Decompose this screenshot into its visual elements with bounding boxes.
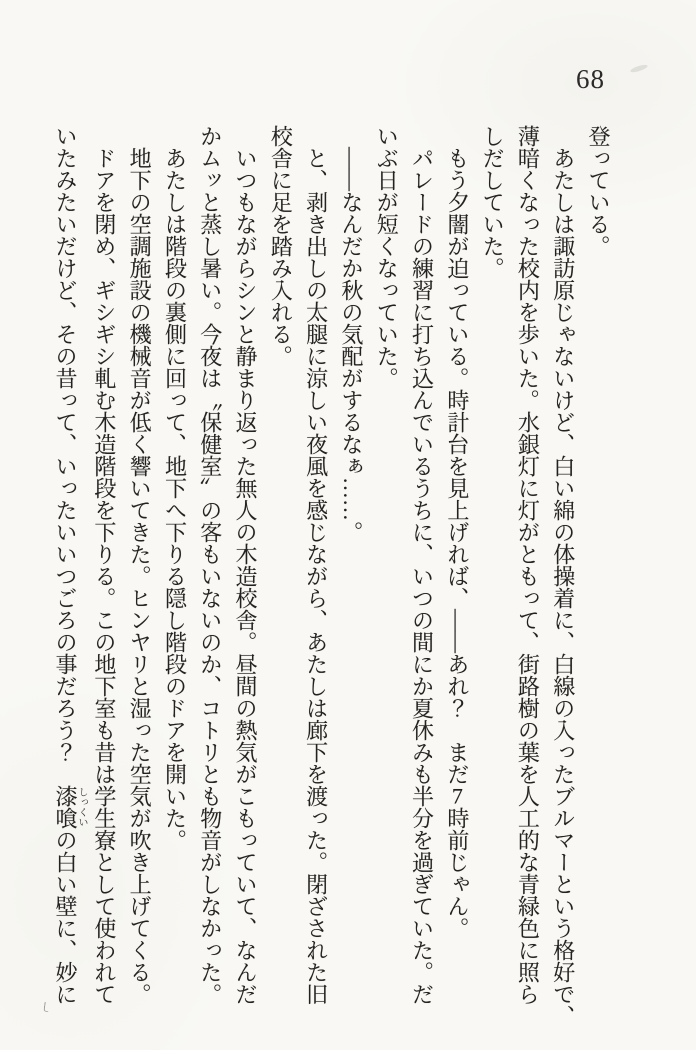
text-line-3: 薄暗くなった校内を歩いた。水銀灯に灯がともって、街路樹の葉を人工的な青緑色に照ら	[515, 125, 541, 1005]
line16-pre: いたみたいだけど、その昔って、いったいいつごろの事だろう？	[53, 125, 79, 785]
text-line-12: かムッと蒸し暑い。今夜は〝保健室〟の客もいないのか、コトリとも物音がしなかった。	[197, 125, 223, 1005]
line5-post: 時前じゃん。	[444, 807, 470, 939]
text-line-4: しだしていた。	[480, 125, 506, 279]
ruby-text: しっくい	[76, 785, 88, 829]
text-line-8: ――なんだか秋の気配がするなぁ……。	[338, 147, 364, 543]
text-line-11: いつもながらシンと静まり返った無人の木造校舎。昼間の熱気がこもっていて、なんだ	[233, 147, 259, 1005]
tatechuyoko-digit: 7	[451, 785, 463, 807]
text-line-13: あたしは階段の裏側に回って、地下へ下りる隠し階段のドアを開いた。	[162, 147, 188, 851]
scan-smudge	[630, 63, 649, 73]
text-line-6: パレードの練習に打ち込んでいるうちに、いつの間にか夏休みも半分を過ぎていた。だ	[409, 147, 435, 1005]
line5-pre: もう夕闇が迫っている。時計台を見上げれば、――あれ？ まだ	[444, 147, 470, 785]
text-line-15: ドアを閉め、ギシギシ軋む木造階段を下りる。この地下室も昔は学生寮として使われて	[91, 147, 117, 1005]
page-number: 68	[576, 64, 605, 94]
text-line-10: 校舎に足を踏み入れる。	[268, 125, 294, 367]
line16-post: の白い壁に、妙に	[53, 829, 79, 1005]
text-line-14: 地下の空調施設の機械音が低く響いてきた。ヒンヤリと湿った空気が吹き上げてくる。	[127, 147, 153, 1005]
ruby-shikkui	[53, 785, 88, 829]
text-line-7: いぶ日が短くなっていた。	[374, 125, 400, 389]
text-line-9: と、剥き出しの太腿に涼しい夜風を感じながら、あたしは廊下を渡った。閉ざされた旧	[303, 147, 329, 1005]
ruby-base: 漆喰	[53, 785, 79, 829]
text-line-1: 登っている。	[586, 125, 611, 257]
text-line-16	[48, 125, 87, 1015]
text-line-5	[440, 125, 475, 1015]
text-block	[48, 125, 616, 1027]
text-line-2: あたしは諏訪原じゃないけど、白い綿の体操着に、白線の入ったブルマーという格好で、	[550, 147, 576, 1027]
